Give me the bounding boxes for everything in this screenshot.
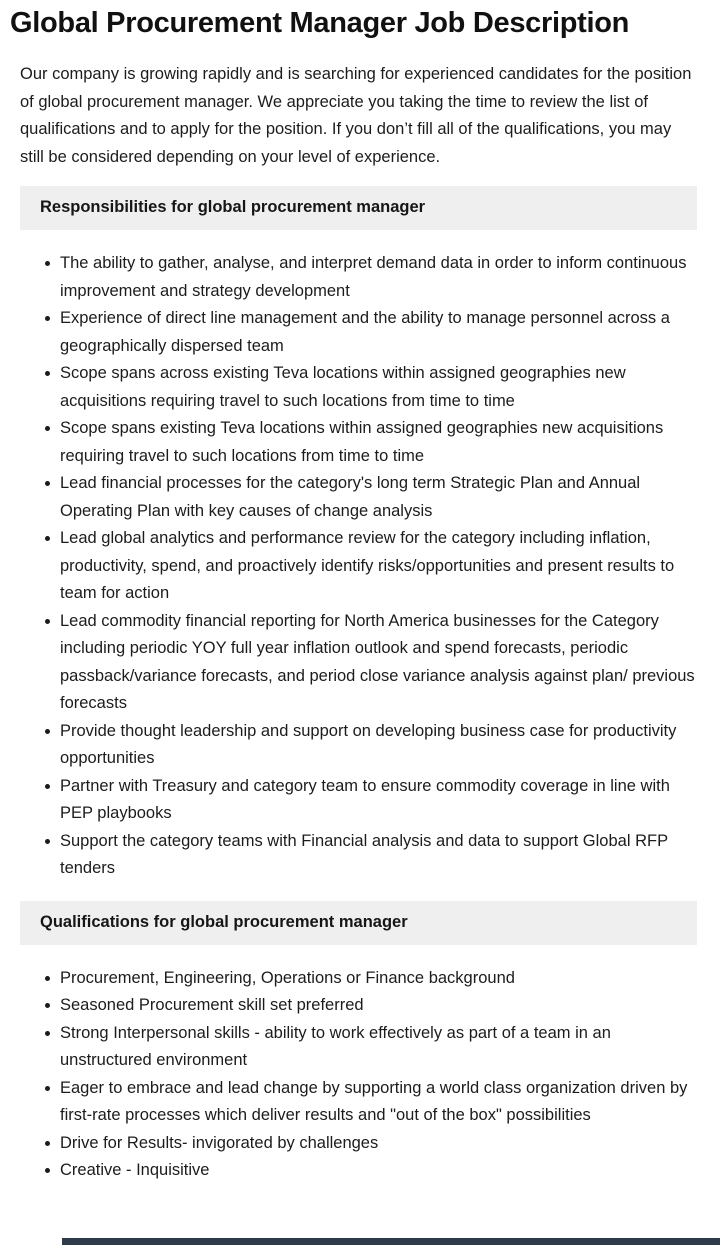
bullet-icon xyxy=(45,371,50,376)
bullet-icon xyxy=(45,1168,50,1173)
bullet-icon xyxy=(45,1003,50,1008)
qualifications-list xyxy=(20,965,697,1185)
bullet-icon xyxy=(45,619,50,624)
list-item xyxy=(20,828,697,883)
list-item-text: Scope spans across existing Teva locations within assigned geographies new acquisitions requiring travel to such locations from time to time xyxy=(60,364,626,410)
list-item xyxy=(20,305,697,360)
list-item xyxy=(20,773,697,828)
bullet-icon xyxy=(45,1086,50,1091)
bullet-icon xyxy=(45,426,50,431)
bullet-icon xyxy=(45,536,50,541)
bullet-icon xyxy=(45,1031,50,1036)
list-item xyxy=(20,525,697,608)
list-item xyxy=(20,1130,697,1158)
list-item xyxy=(20,470,697,525)
bullet-icon xyxy=(45,839,50,844)
list-item xyxy=(20,992,697,1020)
list-item-text: Partner with Treasury and category team to ensure commodity coverage in line with PEP playbooks xyxy=(60,776,670,822)
list-item-text: Drive for Results- invigorated by challenges xyxy=(60,1133,379,1152)
list-item-text: Provide thought leadership and support on developing business case for productivity opportunities xyxy=(60,721,677,767)
bullet-icon xyxy=(45,481,50,486)
list-item-text: Lead global analytics and performance review for the category including inflation, productivity, spend, and proactively identify risks/opportunities and present results to team for action xyxy=(60,529,675,602)
bullet-icon xyxy=(45,784,50,789)
list-item-text: Experience of direct line management and the ability to manage personnel across a geographically dispersed team xyxy=(60,309,670,355)
list-item-text: Lead financial processes for the category's long term Strategic Plan and Annual Operating Plan with key causes of change analysis xyxy=(60,474,641,520)
qualifications-heading: Qualifications for global procurement manager xyxy=(20,901,697,945)
list-item xyxy=(20,1020,697,1075)
list-item-text: Lead commodity financial reporting for North America businesses for the Category including periodic YOY full year inflation outlook and spend forecasts, periodic passback/variance forecasts, and period close variance analysis against plan/ previous forecasts xyxy=(60,611,695,712)
responsibilities-list xyxy=(20,250,697,883)
list-item-text: Strong Interpersonal skills - ability to work effectively as part of a team in an unstructured environment xyxy=(60,1023,611,1069)
bullet-icon xyxy=(45,976,50,981)
list-item xyxy=(20,718,697,773)
list-item xyxy=(20,608,697,718)
list-item xyxy=(20,1075,697,1130)
list-item-text: Creative - Inquisitive xyxy=(60,1161,210,1179)
list-item-text: Seasoned Procurement skill set preferred xyxy=(60,996,364,1014)
list-item xyxy=(20,360,697,415)
responsibilities-section xyxy=(20,186,697,883)
responsibilities-heading: Responsibilities for global procurement manager xyxy=(20,186,697,230)
list-item-text: The ability to gather, analyse, and interpret demand data in order to inform continuous improvement and strategy development xyxy=(60,254,687,300)
list-item xyxy=(20,415,697,470)
page-title: Global Procurement Manager Job Description xyxy=(10,7,630,39)
footer-bar xyxy=(62,1238,720,1245)
bullet-icon xyxy=(45,261,50,266)
list-item-text: Procurement, Engineering, Operations or Finance background xyxy=(60,968,515,987)
list-item-text: Eager to embrace and lead change by supporting a world class organization driven by first-rate processes which deliver results and "out of the box" possibilities xyxy=(60,1078,688,1124)
intro-paragraph: Our company is growing rapidly and is searching for experienced candidates for the position of global procurement manager. We appreciate you taking the time to review the list of qualifications and to apply for the position. If you don’t fill all of the qualifications, you may still be considered depending on your level of experience. xyxy=(20,65,692,166)
list-item xyxy=(20,250,697,305)
list-item xyxy=(20,1157,697,1185)
list-item-text: Support the category teams with Financial analysis and data to support Global RFP tenders xyxy=(60,831,668,877)
bullet-icon xyxy=(45,729,50,734)
list-item xyxy=(20,965,697,993)
bullet-icon xyxy=(45,316,50,321)
bullet-icon xyxy=(45,1141,50,1146)
list-item-text: Scope spans existing Teva locations within assigned geographies new acquisitions requiring travel to such locations from time to time xyxy=(60,419,664,465)
qualifications-section xyxy=(20,901,697,1185)
